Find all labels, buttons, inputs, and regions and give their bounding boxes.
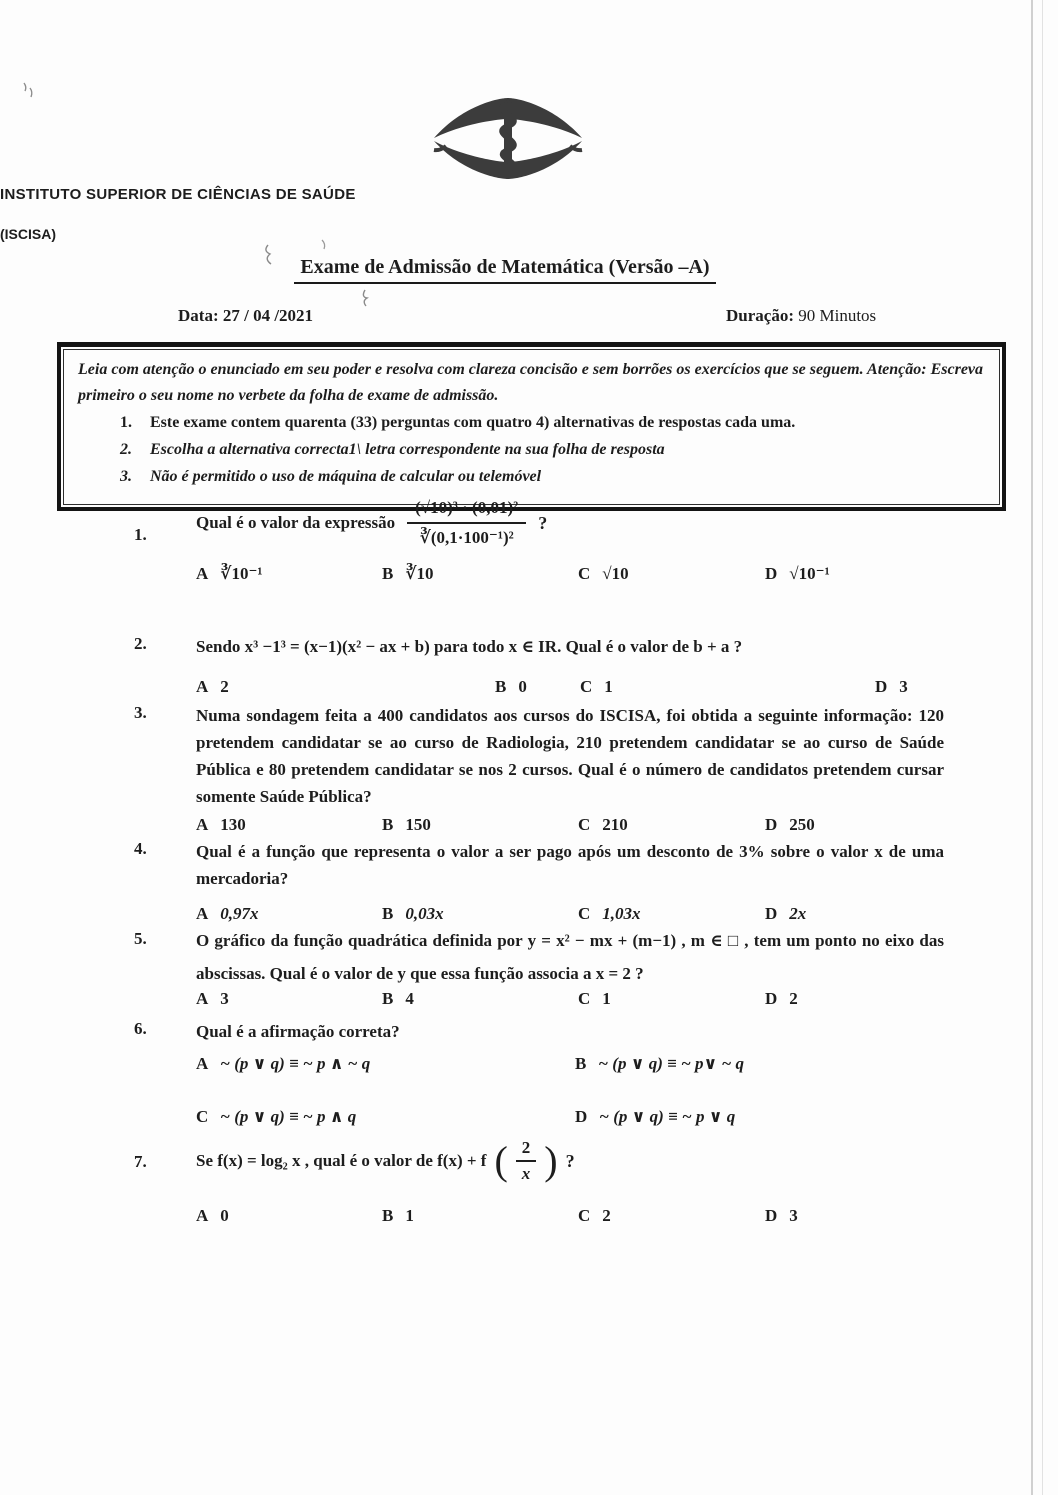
option-c: C 1 (580, 677, 613, 696)
option-a: A 3 (196, 989, 229, 1008)
fraction (516, 1138, 537, 1184)
scan-edge-line (1031, 0, 1033, 1495)
question-number: 3. (134, 703, 147, 722)
options-row (120, 989, 1000, 1019)
question-6 (120, 1018, 1000, 1140)
question-number: 1. (134, 525, 147, 544)
question-3 (120, 702, 1000, 845)
option-a: A 0 (196, 1206, 229, 1225)
option-b: B 1 (382, 1206, 414, 1225)
attention-text: Escreva primeiro o seu nome no verbete da folha de exame de admissão. (78, 361, 984, 404)
option-c: C 1,03x (578, 904, 641, 923)
close-paren: ) (544, 1138, 558, 1183)
question-text: Qual é a função que representa o valor a ser pago após um desconto de 3% sobre o valor x de uma mercadoria? (196, 842, 944, 888)
question-7 (120, 1138, 1000, 1236)
option-a: A 0,97x (196, 904, 259, 923)
instruction-item-text: Não é permitido o uso de máquina de calcular ou telemóvel (150, 468, 542, 485)
option-d: D 3 (875, 677, 908, 696)
scan-mark (356, 288, 374, 308)
fraction (407, 498, 526, 548)
question-number: 4. (134, 839, 147, 858)
question-number: 7. (134, 1152, 147, 1171)
option-c: C 1 (578, 989, 611, 1008)
option-a: A ∛10⁻¹ (196, 564, 263, 583)
instructions-intro (78, 357, 983, 409)
instruction-item-text: Escolha a alternativa correcta1\ letra correspondente na sua folha de resposta (150, 441, 665, 458)
duration-value: 90 Minutos (798, 306, 877, 325)
question-number: 6. (134, 1019, 147, 1038)
option-c: C 210 (578, 815, 628, 834)
instructions-box (57, 342, 1006, 511)
instruction-item-number: 3. (120, 468, 132, 485)
question-mark: ? (565, 1150, 575, 1171)
question-text: Qual é a afirmação correta? (196, 1022, 400, 1041)
question-5 (120, 924, 1000, 1019)
option-c: C √10 (578, 564, 629, 583)
option-b: B 0,03x (382, 904, 444, 923)
question-text (196, 498, 1000, 548)
question-number: 2. (134, 634, 147, 653)
options-row (120, 1206, 1000, 1236)
fraction-denominator: ∛(0,1·100⁻¹)² (419, 528, 514, 547)
question-number: 5. (134, 929, 147, 948)
fraction-numerator: 2 (516, 1138, 537, 1162)
option-d: D 250 (765, 815, 815, 834)
question-mark: ? (538, 512, 548, 533)
options-row (120, 564, 1000, 594)
option-d: D 3 (765, 1206, 798, 1225)
institute-acronym: (ISCISA) (0, 226, 56, 242)
scan-mark (20, 80, 38, 100)
option-a: A ~ (p ∨ q) ≡ ~ p ∧ ~ q (196, 1054, 371, 1073)
iscisa-logo (428, 96, 588, 180)
option-b: B ∛10 (382, 564, 434, 583)
instruction-item-text: Este exame contem quarenta (33) perguntas com quatro 4) alternativas de respostas cada uma. (150, 414, 796, 431)
question-text: Sendo x³ −1³ = (x−1)(x² − ax + b) para todo x ∈ IR. Qual é o valor de b + a ? (196, 637, 743, 656)
exam-date: Data: 27 / 04 /2021 (178, 306, 314, 325)
instruction-item-3 (120, 464, 983, 490)
open-paren: ( (494, 1138, 508, 1183)
question-text (196, 1138, 1000, 1184)
institute-name: INSTITUTO SUPERIOR DE CIÊNCIAS DE SAÚDE (0, 186, 356, 203)
option-d: D ~ (p ∨ q) ≡ ~ p ∨ q (575, 1107, 736, 1126)
option-b: B 0 (495, 677, 527, 696)
instruction-item-number: 2. (120, 441, 132, 458)
question-prompt: Se f(x) = log₂ x , qual é o valor de f(x) + f (196, 1151, 487, 1170)
option-a: A 2 (196, 677, 229, 696)
duration-label: Duração: (726, 306, 794, 325)
option-a: A 130 (196, 815, 246, 834)
option-b: B 4 (382, 989, 414, 1008)
option-d: D 2 (765, 989, 798, 1008)
options-grid (120, 1054, 1000, 1140)
option-b: B 150 (382, 815, 431, 834)
question-prompt: Qual é o valor da expressão (196, 513, 396, 532)
question-2 (120, 633, 1000, 707)
exam-duration (726, 306, 876, 326)
instruction-item-number: 1. (120, 414, 132, 431)
instructions-intro-text: Leia com atenção o enunciado em seu poder e resolva com clareza concisão e sem borrões os exercícios que se seguem. (78, 361, 864, 378)
question-1 (120, 498, 1000, 594)
option-c: C ~ (p ∨ q) ≡ ~ p ∧ q (196, 1107, 357, 1126)
instruction-item-2 (120, 437, 983, 463)
attention-label: Atenção: (867, 361, 927, 378)
scan-edge-line-2 (1042, 0, 1043, 1495)
fraction-denominator: x (521, 1164, 531, 1183)
instruction-item-1 (120, 410, 983, 436)
exam-title: Exame de Admissão de Matemática (Versão –A) (294, 256, 715, 284)
option-d: D √10⁻¹ (765, 564, 830, 583)
question-text: Numa sondagem feita a 400 candidatos aos cursos do ISCISA, foi obtida a seguinte informação: 120 pretendem candidatar se ao curso de Radiologia, 210 pretendem candidatar se ao curso de Saúde Pública e 80 pretendem candidatar se nos 2 cursos. Qual é o número de candidatos pretendem cursar somente Saúde Pública? (196, 706, 944, 806)
question-text: O gráfico da função quadrática definida por y = x² − mx + (m−1) , m ∈ □ , tem um ponto no eixo das abscissas. Qual é o valor de y que essa função associa a x = 2 ? (196, 931, 944, 983)
fraction-numerator: (√10)³ · (0,01)² (407, 498, 526, 524)
question-4 (120, 838, 1000, 934)
option-b: B ~ (p ∨ q) ≡ ~ p∨ ~ q (575, 1054, 745, 1073)
option-c: C 2 (578, 1206, 611, 1225)
option-d: D 2x (765, 904, 807, 923)
